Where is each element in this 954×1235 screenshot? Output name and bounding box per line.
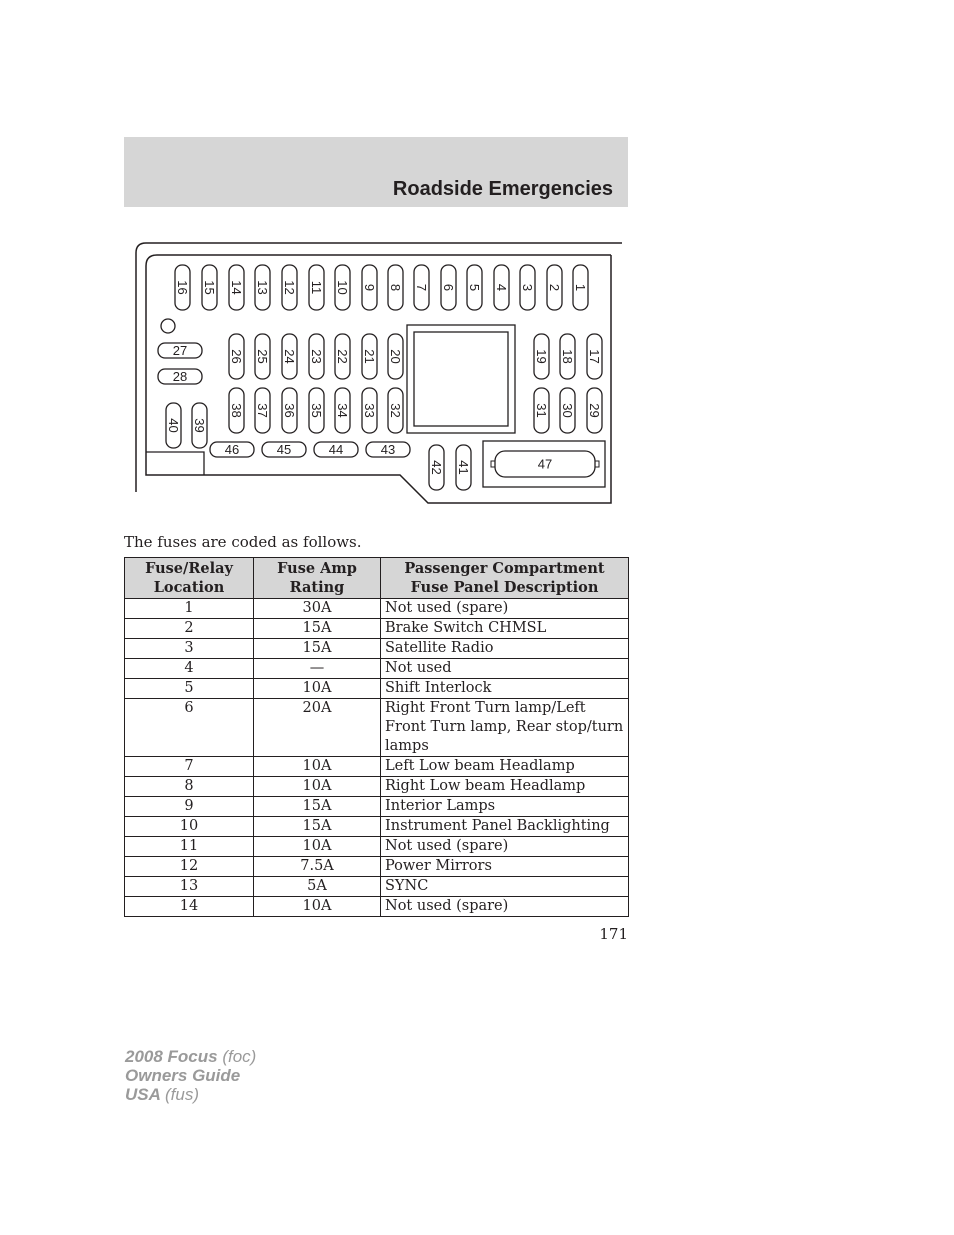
fuse-panel-diagram — [124, 240, 628, 510]
fuse-label: 14 — [229, 280, 244, 295]
cell-description: SYNC — [381, 877, 629, 897]
fuse-label: 7 — [414, 283, 429, 292]
fuse-label: 29 — [587, 403, 602, 418]
cell-amp-rating: 7.5A — [254, 857, 381, 877]
table-row — [125, 797, 629, 817]
table-row — [125, 757, 629, 777]
fuse-label: 41 — [456, 460, 471, 475]
cell-description: Shift Interlock — [381, 679, 629, 699]
cell-location: 2 — [125, 619, 254, 639]
fuse-label: 18 — [560, 349, 575, 364]
cell-amp-rating: 15A — [254, 639, 381, 659]
cell-amp-rating: 10A — [254, 757, 381, 777]
cell-description: Satellite Radio — [381, 639, 629, 659]
footer-model: 2008 Focus — [125, 1047, 218, 1066]
cell-amp-rating: 20A — [254, 699, 381, 757]
fuse-label: 8 — [388, 283, 403, 292]
cell-location: 3 — [125, 639, 254, 659]
fuse-label: 34 — [335, 403, 350, 418]
fuse-label: 37 — [255, 403, 270, 418]
fuse-group — [158, 265, 602, 490]
cell-description: Power Mirrors — [381, 857, 629, 877]
fuse-label: 19 — [534, 349, 549, 364]
column-header-location: Fuse/Relay Location — [125, 558, 254, 599]
cell-location: 11 — [125, 837, 254, 857]
cell-location: 9 — [125, 797, 254, 817]
cell-location: 10 — [125, 817, 254, 837]
footer-market-code: (fus) — [165, 1085, 199, 1104]
fuse-label: 26 — [229, 349, 244, 364]
cell-description: Brake Switch CHMSL — [381, 619, 629, 639]
cell-amp-rating: 30A — [254, 599, 381, 619]
table-row — [125, 679, 629, 699]
intro-text: The fuses are coded as follows. — [124, 533, 362, 551]
fuse-label: 27 — [172, 343, 188, 358]
cell-location: 6 — [125, 699, 254, 757]
fuse-label: 24 — [282, 349, 297, 364]
fuse-label: 12 — [282, 280, 297, 295]
column-header-amp-rating: Fuse Amp Rating — [254, 558, 381, 599]
cell-location: 14 — [125, 897, 254, 917]
cell-location: 13 — [125, 877, 254, 897]
fuse-label: 3 — [520, 283, 535, 292]
fuse-label: 11 — [309, 280, 324, 295]
fuse-label: 46 — [224, 442, 240, 457]
footer — [125, 1047, 256, 1104]
cell-description: Left Low beam Headlamp — [381, 757, 629, 777]
cell-amp-rating: — — [254, 659, 381, 679]
fuse-label: 21 — [362, 349, 377, 364]
fuse-label: 10 — [335, 280, 350, 295]
fuse-label: 22 — [335, 349, 350, 364]
fuse-label: 32 — [388, 403, 403, 418]
section-header-band — [124, 137, 628, 207]
table-row — [125, 699, 629, 757]
cell-location: 4 — [125, 659, 254, 679]
cell-description: Interior Lamps — [381, 797, 629, 817]
table-row — [125, 659, 629, 679]
cell-amp-rating: 10A — [254, 777, 381, 797]
cell-description: Not used (spare) — [381, 897, 629, 917]
fuse-label: 40 — [166, 418, 181, 433]
table-row — [125, 639, 629, 659]
cell-amp-rating: 15A — [254, 797, 381, 817]
cell-location: 5 — [125, 679, 254, 699]
footer-line-market — [125, 1085, 256, 1104]
fuse-label: 45 — [276, 442, 292, 457]
footer-line-guide — [125, 1066, 256, 1085]
fuse-label: 15 — [202, 280, 217, 295]
page-number: 171 — [599, 925, 628, 943]
footer-guide: Owners Guide — [125, 1066, 241, 1085]
table-header-row — [125, 558, 629, 599]
fuse-label: 38 — [229, 403, 244, 418]
fuse-label: 6 — [441, 283, 456, 292]
section-title: Roadside Emergencies — [392, 178, 613, 200]
table-row — [125, 817, 629, 837]
cell-description: Instrument Panel Backlighting — [381, 817, 629, 837]
fuse-label: 39 — [192, 418, 207, 433]
fuse-label: 2 — [547, 283, 562, 292]
fuse-table — [124, 557, 629, 917]
fuse-label: 33 — [362, 403, 377, 418]
fuse-label: 13 — [255, 280, 270, 295]
cell-description: Right Low beam Headlamp — [381, 777, 629, 797]
fuse-label: 4 — [494, 283, 509, 292]
fuse-label: 42 — [429, 460, 444, 475]
cell-description: Not used (spare) — [381, 837, 629, 857]
fuse-label: 23 — [309, 349, 324, 364]
fuse-label: 20 — [388, 349, 403, 364]
fuse-label: 16 — [175, 280, 190, 295]
footer-market: USA — [125, 1085, 161, 1104]
table-row — [125, 897, 629, 917]
cell-amp-rating: 10A — [254, 897, 381, 917]
table-row — [125, 857, 629, 877]
fuse-label: 17 — [587, 349, 602, 364]
cell-amp-rating: 15A — [254, 619, 381, 639]
table-row — [125, 837, 629, 857]
fuse-panel-svg — [124, 240, 628, 510]
fuse-label: 47 — [537, 456, 553, 472]
cell-amp-rating: 15A — [254, 817, 381, 837]
fuse-label: 25 — [255, 349, 270, 364]
cell-amp-rating: 10A — [254, 837, 381, 857]
fuse-label: 31 — [534, 403, 549, 418]
cell-description: Not used — [381, 659, 629, 679]
column-header-description: Passenger Compartment Fuse Panel Description — [381, 558, 629, 599]
footer-model-code: (foc) — [222, 1047, 257, 1066]
fuse-label: 35 — [309, 403, 324, 418]
cell-location: 8 — [125, 777, 254, 797]
fuse-label: 28 — [172, 369, 188, 384]
cell-location: 7 — [125, 757, 254, 777]
fuse-label: 1 — [573, 283, 588, 292]
cell-description: Not used (spare) — [381, 599, 629, 619]
cell-description: Right Front Turn lamp/Left Front Turn lamp, Rear stop/turn lamps — [381, 699, 629, 757]
table-row — [125, 877, 629, 897]
fuse-label: 36 — [282, 403, 297, 418]
fuse-label: 43 — [380, 442, 396, 457]
footer-line-model — [125, 1047, 256, 1066]
fuse-label: 9 — [362, 283, 377, 292]
fuse-label: 44 — [328, 442, 344, 457]
cell-location: 1 — [125, 599, 254, 619]
table-row — [125, 619, 629, 639]
cell-location: 12 — [125, 857, 254, 877]
fuse-label: 30 — [560, 403, 575, 418]
cell-amp-rating: 10A — [254, 679, 381, 699]
table-row — [125, 599, 629, 619]
table-row — [125, 777, 629, 797]
cell-amp-rating: 5A — [254, 877, 381, 897]
fuse-label: 5 — [467, 283, 482, 292]
